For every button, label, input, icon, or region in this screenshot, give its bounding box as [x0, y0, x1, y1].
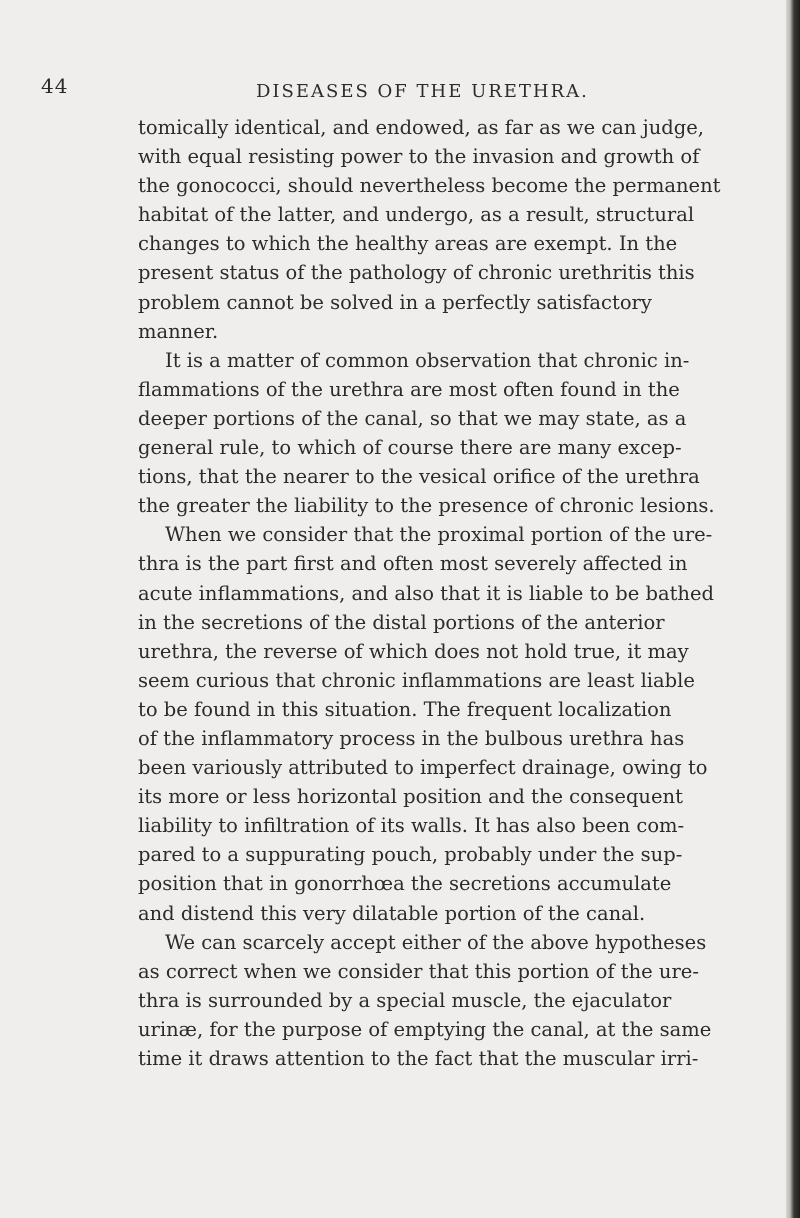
- page-number: 44: [41, 74, 69, 98]
- text-line: general rule, to which of course there are many excep-: [138, 436, 682, 460]
- text-line: acute inflammations, and also that it is liable to be bathed: [138, 581, 715, 605]
- text-line: flammations of the urethra are most often found in the: [138, 377, 680, 401]
- text-line: pared to a suppurating pouch, probably under the sup-: [138, 843, 683, 867]
- text-line: present status of the pathology of chronic urethritis this: [138, 261, 695, 285]
- text-line: thra is surrounded by a special muscle, the ejaculator: [138, 988, 672, 1012]
- text-line: tions, that the nearer to the vesical orifice of the urethra: [138, 465, 700, 489]
- text-line: urethra, the reverse of which does not hold true, it may: [138, 639, 689, 663]
- text-line: its more or less horizontal position and the consequent: [138, 785, 683, 809]
- text-line: problem cannot be solved in a perfectly satisfactory: [138, 290, 652, 314]
- text-line: position that in gonorrhœa the secretions accumulate: [138, 872, 672, 896]
- text-line: thra is the part first and often most severely affected in: [138, 552, 688, 576]
- running-title: DISEASES OF THE URETHRA.: [256, 81, 589, 102]
- text-line: to be found in this situation. The frequent localization: [138, 697, 672, 721]
- paragraph-start-line: When we consider that the proximal portion of the ure-: [165, 523, 713, 547]
- text-line: changes to which the healthy areas are exempt. In the: [138, 232, 678, 256]
- text-line: of the inflammatory process in the bulbous urethra has: [138, 726, 685, 750]
- text-line: time it draws attention to the fact that the muscular irri-: [138, 1047, 699, 1070]
- text-line: been variously attributed to imperfect drainage, owing to: [138, 756, 708, 780]
- text-line: manner.: [138, 319, 219, 343]
- text-line: with equal resisting power to the invasion and growth of: [138, 145, 700, 169]
- text-line: the greater the liability to the presence of chronic lesions.: [138, 494, 715, 518]
- text-line: and distend this very dilatable portion of the canal.: [138, 901, 646, 925]
- text-line: the gonococci, should nevertheless become the permanent: [138, 174, 721, 198]
- text-line: urinæ, for the purpose of emptying the canal, at the same: [138, 1017, 712, 1041]
- body-text: [138, 113, 778, 1073]
- text-line: tomically identical, and endowed, as far as we can judge,: [138, 116, 704, 139]
- text-line: habitat of the latter, and undergo, as a result, structural: [138, 203, 695, 227]
- paragraph-start-line: We can scarcely accept either of the above hypotheses: [165, 930, 707, 954]
- text-line: seem curious that chronic inflammations are least liable: [138, 668, 695, 692]
- text-line: deeper portions of the canal, so that we may state, as a: [138, 406, 687, 430]
- page-edge-shadow: [786, 0, 800, 1218]
- text-line: liability to infiltration of its walls. It has also been com-: [138, 814, 685, 838]
- paragraph-start-line: It is a matter of common observation that chronic in-: [165, 348, 690, 372]
- text-line: as correct when we consider that this portion of the ure-: [138, 959, 699, 983]
- text-line: in the secretions of the distal portions of the anterior: [138, 610, 665, 634]
